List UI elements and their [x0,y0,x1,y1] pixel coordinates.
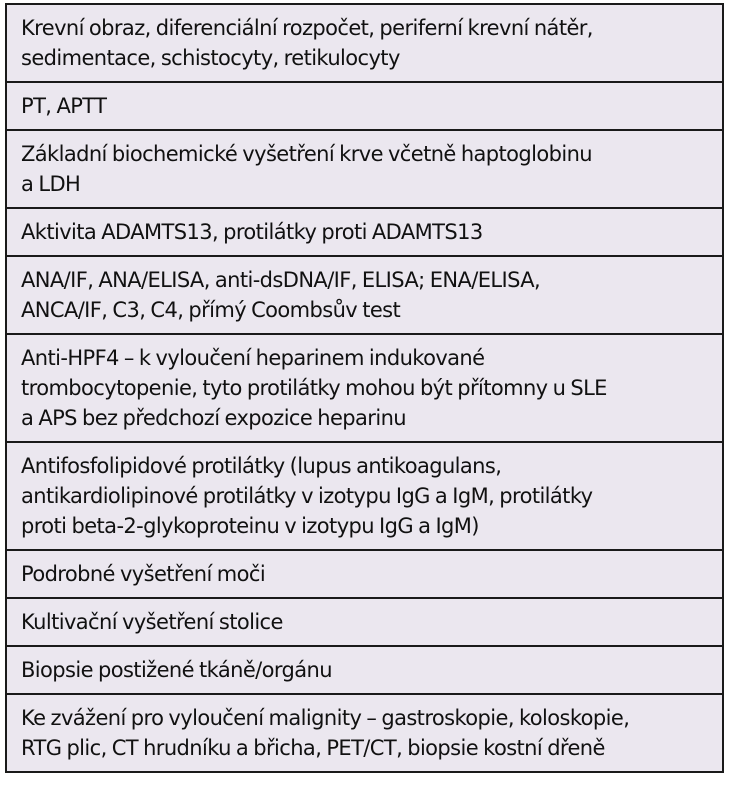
cell-text-line: Krevní obraz, diferenciální rozpočet, periferní krevní nátěr, [21,16,593,40]
cell-text-line: Biopsie postižené tkáně/orgánu [21,658,332,682]
cell-text-line: Podrobné vyšetření moči [21,562,266,586]
cell-text-line: ANCA/IF, C3, C4, přímý Coombsův test [21,298,401,322]
table-cell [6,256,723,334]
cell-text-line: RTG plic, CT hrudníku a břicha, PET/CT, biopsie kostní dřeně [21,736,605,760]
cell-text-line: a LDH [21,172,81,196]
table-cell [6,694,723,772]
cell-text-line: PT, APTT [21,94,107,118]
table-row [6,646,723,694]
cell-text-line: Aktivita ADAMTS13, protilátky proti ADAMTS13 [21,220,483,244]
table-row [6,598,723,646]
examination-table [5,3,724,773]
table-cell [6,82,723,130]
table-row [6,4,723,82]
table-row [6,208,723,256]
table-cell [6,598,723,646]
table-cell [6,334,723,442]
cell-text-line: Kultivační vyšetření stolice [21,610,283,634]
cell-text-line: Základní biochemické vyšetření krve včetně haptoglobinu [21,142,593,166]
table-cell [6,646,723,694]
table-cell [6,208,723,256]
table-cell [6,550,723,598]
table-cell [6,442,723,550]
cell-text-line: Antifosfolipidové protilátky (lupus antikoagulans, [21,454,502,478]
cell-text-line: proti beta-2-glykoproteinu v izotypu IgG a IgM) [21,514,479,538]
cell-text-line: trombocytopenie, tyto protilátky mohou být přítomny u SLE [21,376,607,400]
cell-text-line: antikardiolipinové protilátky v izotypu IgG a IgM, protilátky [21,484,593,508]
examination-table-container [5,3,724,773]
table-row [6,550,723,598]
table-cell [6,130,723,208]
table-cell [6,4,723,82]
table-row [6,256,723,334]
table-row [6,694,723,772]
table-row [6,130,723,208]
cell-text-line: ANA/IF, ANA/ELISA, anti-dsDNA/IF, ELISA; ENA/ELISA, [21,268,541,292]
cell-text-line: sedimentace, schistocyty, retikulocyty [21,46,400,70]
cell-text-line: Anti-HPF4 – k vyloučení heparinem indukované [21,346,485,370]
cell-text-line: Ke zvážení pro vyloučení malignity – gastroskopie, koloskopie, [21,706,630,730]
examination-table-body [6,4,723,772]
table-row [6,442,723,550]
table-row [6,82,723,130]
table-row [6,334,723,442]
cell-text-line: a APS bez předchozí expozice heparinu [21,406,406,430]
